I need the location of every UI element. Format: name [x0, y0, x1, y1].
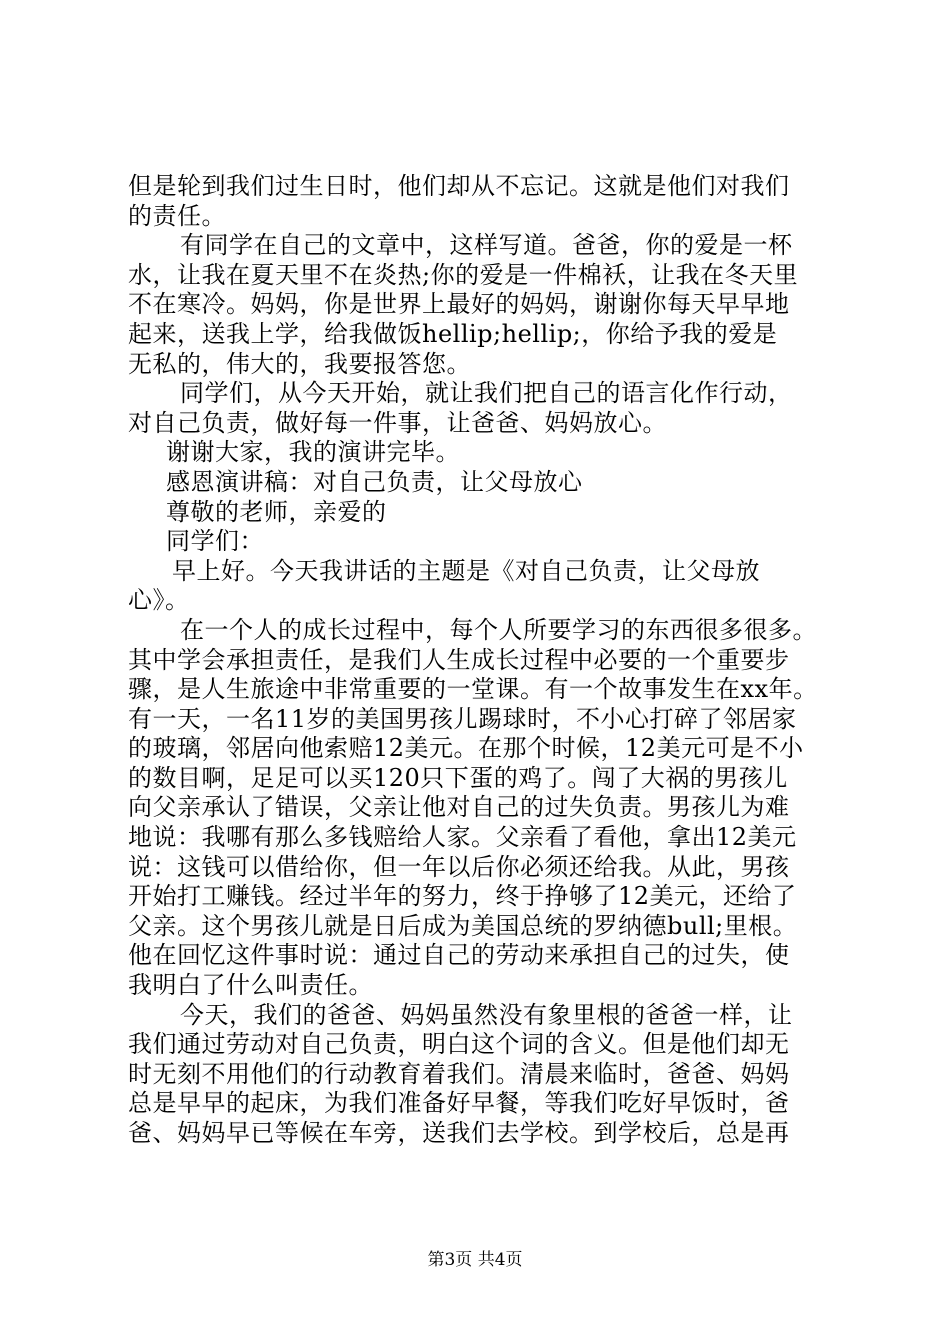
text-line: 我明白了什么叫责任。: [128, 971, 373, 1000]
text-line: 他在回忆这件事时说：通过自己的劳动来承担自己的过失，使: [128, 941, 790, 970]
text-line: 在一个人的成长过程中，每个人所要学习的东西很多很多。: [180, 615, 817, 644]
text-line: 骤，是人生旅途中非常重要的一堂课。有一个故事发生在xx年。: [128, 675, 818, 704]
text-line: 向父亲承认了错误，父亲让他对自己的过失负责。男孩儿为难: [128, 793, 790, 822]
text-line: 的玻璃，邻居向他索赔12美元。在那个时候，12美元可是不小: [128, 734, 804, 763]
text-line: 有同学在自己的文章中，这样写道。爸爸，你的爱是一杯: [180, 231, 793, 260]
text-line: 总是早早的起床，为我们准备好早餐，等我们吃好早饭时，爸: [128, 1089, 790, 1118]
text-line: 不在寒冷。妈妈，你是世界上最好的妈妈，谢谢你每天早早地: [128, 290, 790, 319]
text-line: 其中学会承担责任，是我们人生成长过程中必要的一个重要步: [128, 645, 790, 674]
text-line: 有一天，一名11岁的美国男孩儿踢球时，不小心打碎了邻居家: [128, 704, 797, 733]
text-line: 的责任。: [128, 201, 226, 230]
text-line: 同学们，从今天开始，就让我们把自己的语言化作行动，: [180, 379, 793, 408]
text-line: 地说：我哪有那么多钱赔给人家。父亲看了看他，拿出12美元: [128, 823, 797, 852]
text-line: 谢谢大家，我的演讲完毕。: [166, 438, 460, 467]
text-line: 但是轮到我们过生日时，他们却从不忘记。这就是他们对我们: [128, 172, 790, 200]
page-footer: 第3页 共4页: [427, 1250, 523, 1270]
text-line: 水，让我在夏天里不在炎热;你的爱是一件棉袄，让我在冬天里: [128, 260, 799, 289]
text-line: 心》。: [128, 586, 190, 615]
text-line: 尊敬的老师，亲爱的: [166, 497, 387, 526]
text-line: 对自己负责，做好每一件事，让爸爸、妈妈放心。: [128, 408, 667, 437]
text-line: 早上好。今天我讲话的主题是《对自己负责，让父母放: [172, 556, 760, 585]
text-line: 今天，我们的爸爸、妈妈虽然没有象里根的爸爸一样，让: [180, 1000, 793, 1029]
body-text: [128, 172, 828, 1149]
text-line: 时无刻不用他们的行动教育着我们。清晨来临时，爸爸、妈妈: [128, 1059, 790, 1088]
text-line: 同学们：: [166, 527, 264, 556]
text-line: 说：这钱可以借给你，但一年以后你必须还给我。从此，男孩: [128, 852, 790, 881]
text-line: 起来，送我上学，给我做饭hellip;hellip;，你给予我的爱是: [128, 319, 778, 348]
text-line: 的数目啊，足足可以买120只下蛋的鸡了。闯了大祸的男孩儿: [128, 763, 788, 792]
text-line: 无私的，伟大的，我要报答您。: [128, 349, 471, 378]
text-line: 爸、妈妈早已等候在车旁，送我们去学校。到学校后，总是再: [128, 1119, 790, 1147]
text-line: 父亲。这个男孩儿就是日后成为美国总统的罗纳德bull;里根。: [128, 911, 798, 940]
text-line: 开始打工赚钱。经过半年的努力，终于挣够了12美元，还给了: [128, 882, 797, 911]
text-line: 我们通过劳动对自己负责，明白这个词的含义。但是他们却无: [128, 1030, 790, 1059]
text-line: 感恩演讲稿：对自己负责，让父母放心: [166, 467, 583, 496]
